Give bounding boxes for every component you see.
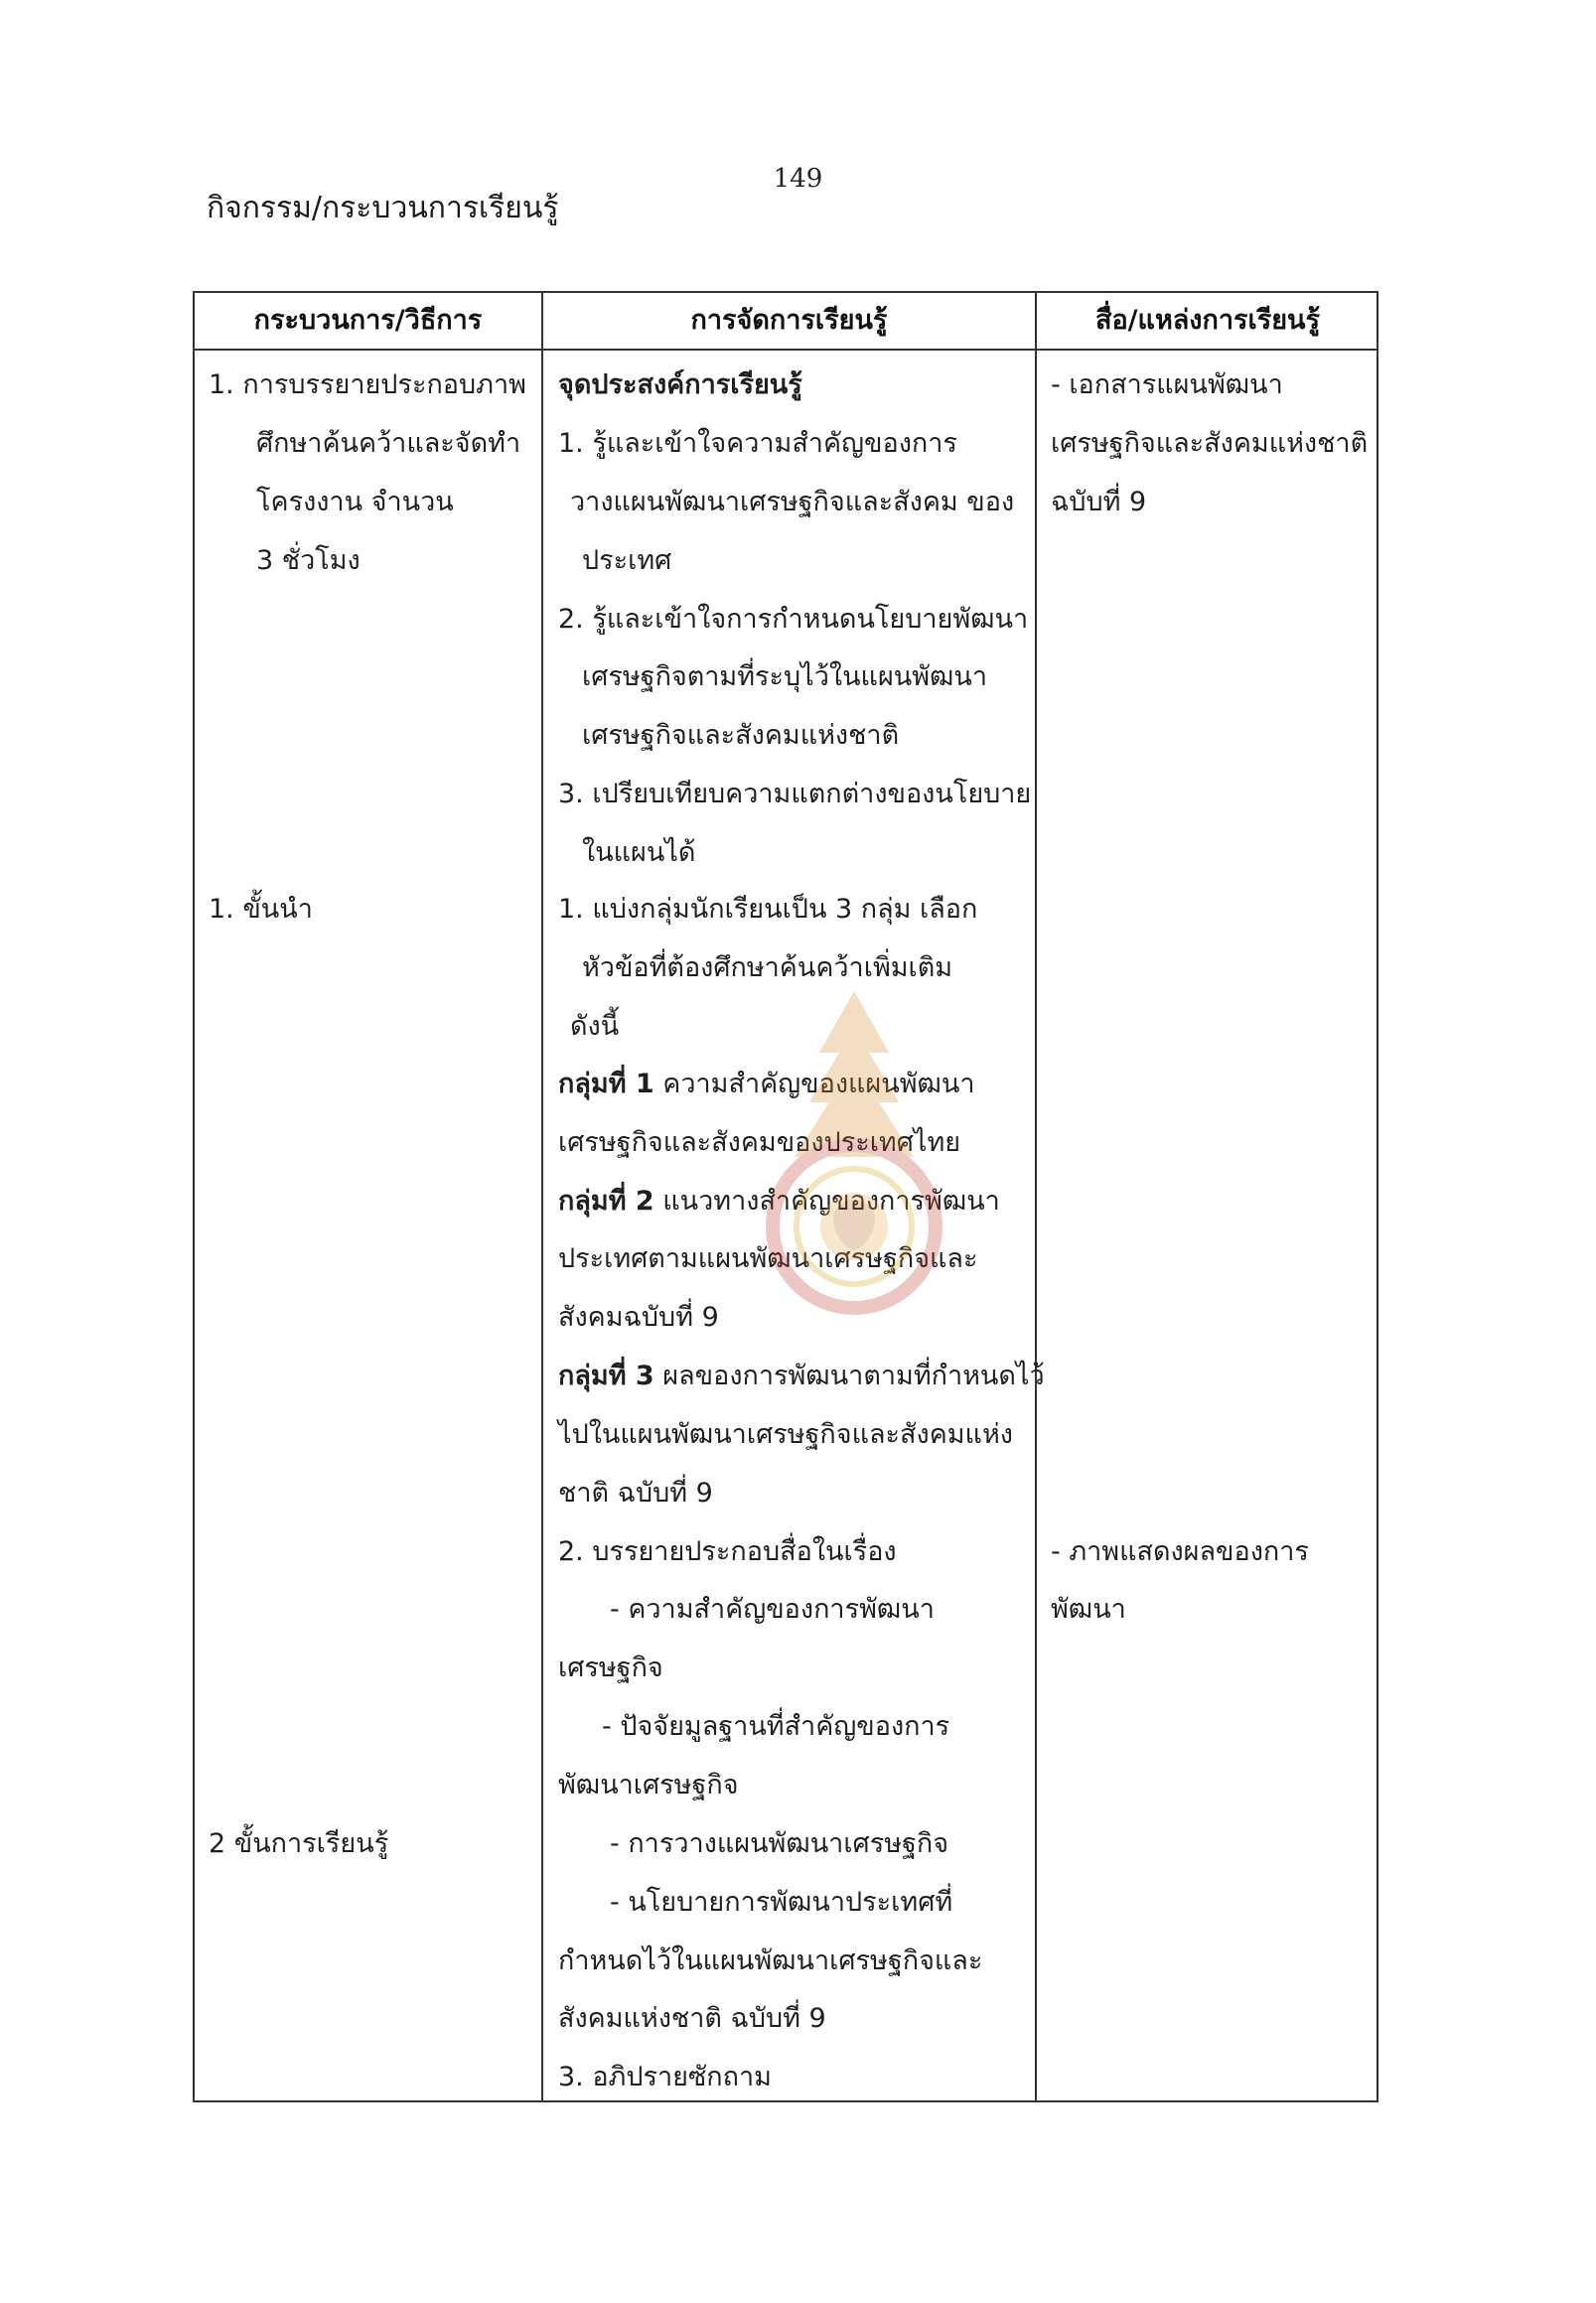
process-item-1: 1. การบรรยายประกอบภาพ — [209, 369, 526, 400]
lecture-line: 2. บรรยายประกอบสื่อในเรื่อง — [558, 1536, 897, 1567]
objective-line: เศรษฐกิจและสังคมแห่งชาติ — [582, 720, 900, 751]
group-line: ประเทศตามแผนพัฒนาเศรษฐกิจและ — [558, 1243, 978, 1274]
header-process: กระบวนการ/วิธีการ — [253, 305, 483, 336]
column-divider — [1035, 293, 1037, 2100]
group-3-line — [558, 1359, 1045, 1394]
media-item-cont: ฉบับที่ 9 — [1051, 487, 1147, 517]
group-line: ไปในแผนพัฒนาเศรษฐกิจและสังคมแห่ง — [558, 1419, 1013, 1450]
lecture-bullet: - การวางแผนพัฒนาเศรษฐกิจ — [610, 1828, 949, 1859]
objective-line: 3. เปรียบเทียบความแตกต่างของนโยบาย — [558, 779, 1032, 809]
media-item-cont: พัฒนา — [1051, 1594, 1126, 1625]
objective-line: 1. รู้และเข้าใจความสำคัญของการ — [558, 428, 957, 459]
group-3-label: กลุ่มที่ 3 — [558, 1361, 654, 1391]
activity-table — [193, 291, 1378, 2102]
lecture-bullet: - ปัจจัยมูลฐานที่สำคัญของการ — [602, 1711, 950, 1742]
objective-line: ในแผนได้ — [582, 837, 696, 868]
process-item-1-cont: ศึกษาค้นคว้าและจัดทำ — [256, 428, 521, 459]
media-item: - เอกสารแผนพัฒนา — [1051, 369, 1283, 400]
lecture-line: สังคมแห่งชาติ ฉบับที่ 9 — [558, 2003, 826, 2034]
process-item-1-hours: 3 ชั่วโมง — [256, 545, 361, 576]
lecture-line: เศรษฐกิจ — [558, 1653, 663, 1683]
intro-activity-line: 1. แบ่งกลุ่มนักเรียนเป็น 3 กลุ่ม เลือก — [558, 894, 978, 925]
intro-activity-line: ดังนี้ — [570, 1011, 620, 1042]
group-line: ชาติ ฉบับที่ 9 — [558, 1478, 713, 1509]
lecture-bullet: - นโยบายการพัฒนาประเทศที่ — [610, 1887, 953, 1918]
intro-activity-line: หัวข้อที่ต้องศึกษาค้นคว้าเพิ่มเติม — [582, 952, 953, 983]
table-header-row — [195, 293, 1377, 351]
group-line: สังคมฉบับที่ 9 — [558, 1302, 719, 1333]
media-item-cont: เศรษฐกิจและสังคมแห่งชาติ — [1051, 428, 1369, 459]
section-heading: กิจกรรม/กระบวนการเรียนรู้ — [207, 191, 559, 225]
header-media-sources: สื่อ/แหล่งการเรียนรู้ — [1094, 305, 1320, 336]
group-2-topic: แนวทางสำคัญของการพัฒนา — [662, 1186, 1000, 1217]
process-step-learning: 2 ขั้นการเรียนรู้ — [209, 1828, 389, 1859]
objective-line: ประเทศ — [582, 545, 672, 576]
discussion-line: 3. อภิปรายซักถาม — [558, 2062, 772, 2092]
objective-line: วางแผนพัฒนาเศรษฐกิจและสังคม ของ — [570, 487, 1015, 517]
column-divider — [541, 293, 543, 2100]
group-3-topic: ผลของการพัฒนาตามที่กำหนดไว้ — [662, 1361, 1045, 1391]
objective-line: เศรษฐกิจตามที่ระบุไว้ในแผนพัฒนา — [582, 661, 988, 692]
learning-objectives-title: จุดประสงค์การเรียนรู้ — [558, 369, 802, 400]
objective-line: 2. รู้และเข้าใจการกำหนดนโยบายพัฒนา — [558, 604, 1029, 635]
process-item-1-cont: โครงงาน จำนวน — [256, 487, 454, 517]
group-1-topic: ความสำคัญของแผนพัฒนา — [662, 1069, 975, 1099]
process-step-intro: 1. ขั้นนำ — [209, 894, 313, 925]
header-learning-management: การจัดการเรียนรู้ — [690, 305, 888, 336]
group-2-line — [558, 1184, 1000, 1220]
group-1-label: กลุ่มที่ 1 — [558, 1069, 654, 1099]
group-1-line — [558, 1067, 975, 1102]
page-number: 149 — [773, 164, 823, 194]
group-line: เศรษฐกิจและสังคมของประเทศไทย — [558, 1127, 961, 1158]
group-2-label: กลุ่มที่ 2 — [558, 1186, 654, 1217]
lecture-line: พัฒนาเศรษฐกิจ — [558, 1770, 739, 1800]
lecture-bullet: - ความสำคัญของการพัฒนา — [610, 1594, 935, 1625]
lecture-line: กำหนดไว้ในแผนพัฒนาเศรษฐกิจและ — [558, 1945, 983, 1976]
media-item: - ภาพแสดงผลของการ — [1051, 1536, 1309, 1567]
